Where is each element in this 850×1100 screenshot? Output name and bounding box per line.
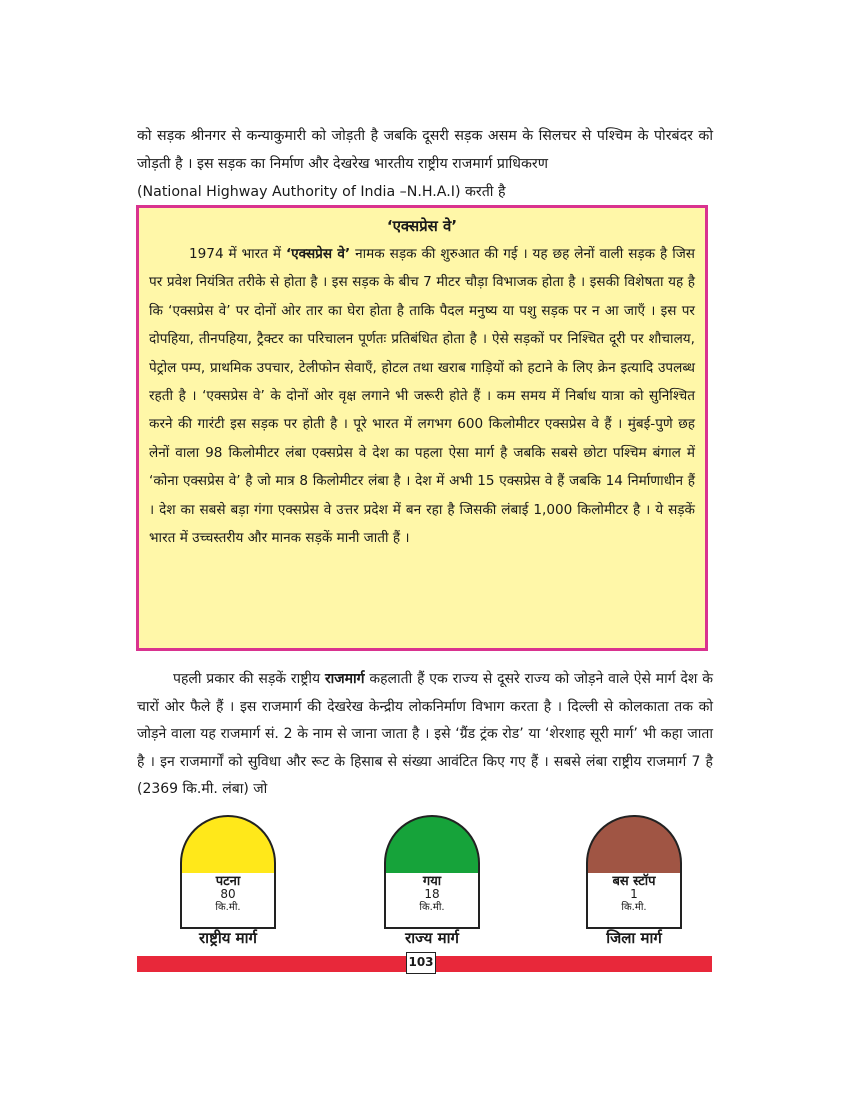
milestone-distance: 18 [424,887,440,901]
milestone-place: गया [422,874,442,889]
intro-text: को सड़क श्रीनगर से कन्याकुमारी को जोड़ती है जबकि दूसरी सड़क असम के सिलचर से पश्चिम के पोरबंदर को जोड़ती है । इस सड़क का निर्माण और देखरेख भारतीय राष्ट्रीय राजमार्ग प्राधिकरण [137,128,713,172]
milestone-place: बस स्टॉप [612,874,656,889]
milestone-label-state: राज्य मार्ग [405,929,459,947]
milestone-cap-state [384,815,480,875]
milestone-plate-state [384,873,480,929]
intro-paragraph [137,122,713,206]
milestone-distance: 80 [220,887,236,901]
box-body-rest: नामक सड़क की शुरुआत की गई । यह छह लेनों वाली सड़क है जिस पर प्रवेश नियंत्रित तरीके से होता है । इस सड़क के बीच 7 मीटर चौड़ा विभाजक होता है । इसकी विशेषता यह है कि ‘एक्सप्रेस वे’ पर दोनों ओर तार का घेरा होता है ताकि पैदल मनुष्य या पशु सड़क पर न आ जाएँ । इस पर दोपहिया, तीनपहिया, ट्रैक्टर का परिचालन पूर्णतः प्रतिबंधित होता है । ऐसे सड़कों पर निश्चित दूरी पर शौचालय, पेट्रोल पम्प, प्राथमिक उपचार, टेलीफोन सेवाएँ, होटल तथा खराब गाड़ियों को हटाने के लिए क्रेन इत्यादि उपलब्ध रहती है । ‘एक्सप्रेस वे’ के दोनों ओर वृक्ष लगाने भी जरूरी होते हैं । कम समय में निर्बाध यात्रा को सुनिश्चित करने की गारंटी इस सड़क पर होती है । पूरे भारत में लगभग 600 किलोमीटर एक्सप्रेस वे हैं । मुंबई-पुणे छह लेनों वाला 98 किलोमीटर लंबा एक्सप्रेस वे देश का पहला ऐसा मार्ग है जबकि सबसे छोटा पश्चिम बंगाल में ‘कोना एक्सप्रेस वे’ है जो मात्र 8 किलोमीटर लंबा है । देश में अभी 15 एक्सप्रेस वे हैं जबकि 14 निर्माणाधीन हैं । देश का सबसे बड़ा गंगा एक्सप्रेस वे उत्तर प्रदेश में बन रहा है जिसकी लंबाई 1,000 किलोमीटर है । ये सड़कें भारत में उच्चस्तरीय और मानक सड़कें मानी जाती हैं । [149,246,695,547]
box-title: ‘एक्सप्रेस वे’ [386,217,458,235]
highway-paragraph [137,666,713,804]
expressway-info-box [136,205,708,651]
milestone-unit: कि.मी. [419,902,445,913]
para2-bold: राजमार्ग [324,671,365,687]
intro-line3: (National Highway Authority of India –N.H.A.I) करती है [137,184,506,200]
milestone-cap-national [180,815,276,875]
milestone-label-district: जिला मार्ग [606,929,662,947]
para2-part2: कहलाती हैं एक राज्य से दूसरे राज्य को जोड़ने वाले ऐसे मार्ग देश के चारों ओर फैले हैं । इस राजमार्ग की देखरेख केन्द्रीय लोकनिर्माण विभाग करता है । दिल्ली से कोलकाता तक को जोड़ने वाला यह राजमार्ग सं. 2 के नाम से जाना जाता है । इसे ‘ग्रैंड ट्रंक रोड’ या ‘शेरशाह सूरी मार्ग’ भी कहा जाता है । इन राजमार्गों को सुविधा और रूट के हिसाब से संख्या आवंटित किए गए हैं । सबसे लंबा राष्ट्रीय राजमार्ग 7 है (2369 कि.मी. लंबा) जो [137,671,713,797]
milestone-plate-district [586,873,682,929]
milestone-distance: 1 [630,887,638,901]
milestone-cap-district [586,815,682,875]
milestone-label-national: राष्ट्रीय मार्ग [199,929,257,947]
milestone-plate-national [180,873,276,929]
milestone-place: पटना [215,874,241,889]
milestone-unit: कि.मी. [215,902,241,913]
box-body [149,240,695,552]
box-body-start: 1974 में भारत में [189,246,286,262]
milestone-district [586,815,682,925]
para2-part1: पहली प्रकार की सड़कें राष्ट्रीय [173,671,325,687]
milestone-state [384,815,480,925]
page-number: 103 [406,952,436,974]
box-body-bold: ‘एक्सप्रेस वे’ [285,246,351,262]
milestone-unit: कि.मी. [621,902,647,913]
milestone-national [180,815,276,925]
